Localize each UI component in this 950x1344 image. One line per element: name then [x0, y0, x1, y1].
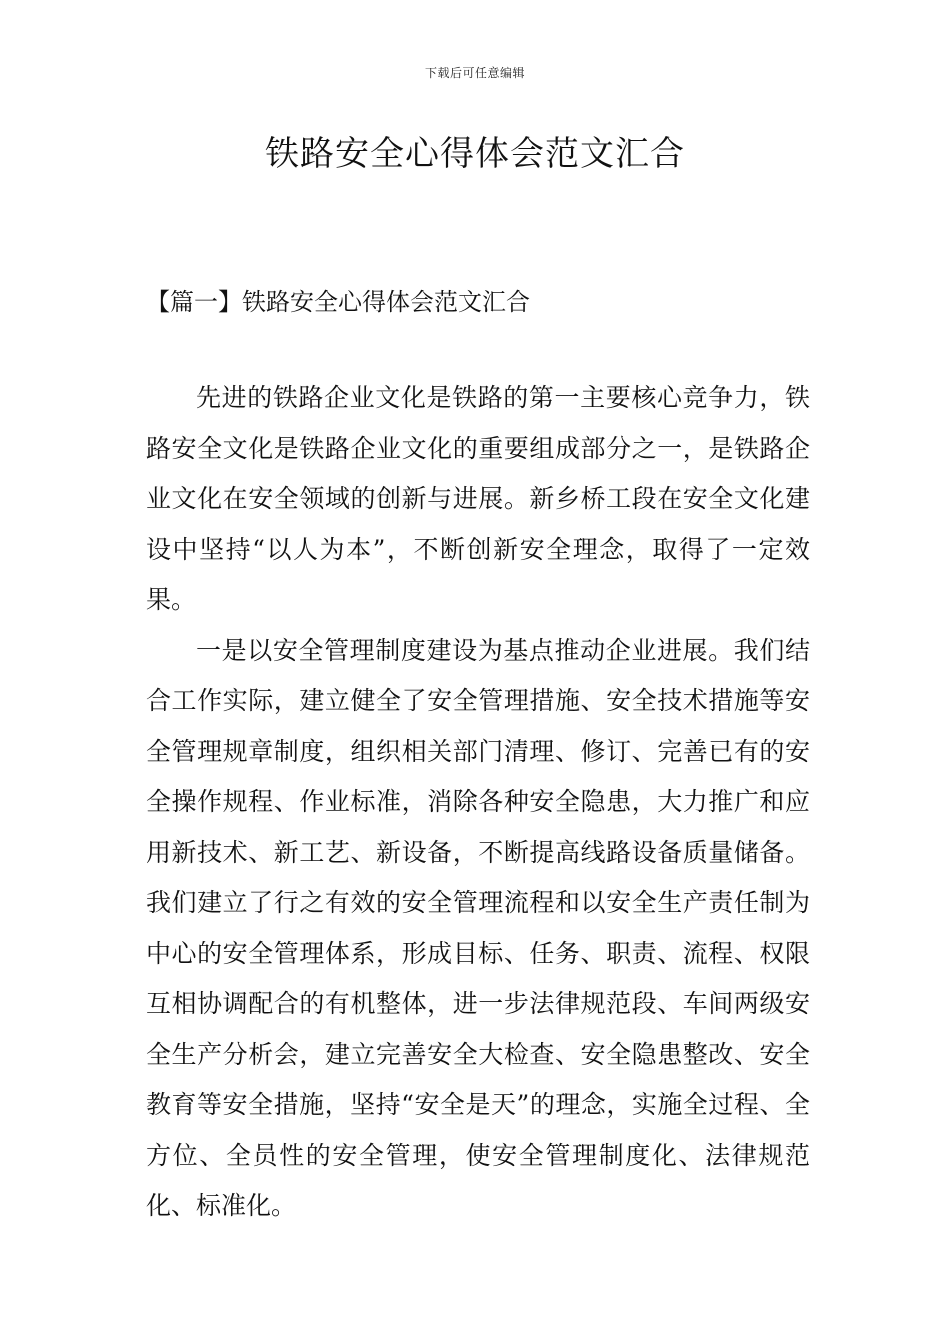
paragraph: 一是以安全管理制度建设为基点推动企业进展。我们结合工作实际，建立健全了安全管理措施、安全技术措施等安全管理规章制度，组织相关部门清理、修订、完善已有的安全操作规程、作业标准，消除各种安全隐患，大力推广和应用新技术、新工艺、新设备，不断提高线路设备质量储备。我们建立了行之有效的安全管理流程和以安全生产责任制为中心的安全管理体系，形成目标、任务、职责、流程、权限互相协调配合的有机整体，进一步法律规范段、车间两级安全生产分析会，建立完善安全大检查、安全隐患整改、安全教育等安全措施，坚持“安全是天”的理念，实施全过程、全方位、全员性的安全管理，使安全管理制度化、法律规范化、标准化。 — [146, 635, 810, 1220]
section-heading: 【篇一】铁路安全心得体会范文汇合 — [146, 288, 530, 316]
body-text — [146, 373, 810, 1232]
header-note: 下载后可任意编辑 — [424, 66, 525, 80]
paragraph: 先进的铁路企业文化是铁路的第一主要核心竞争力，铁路安全文化是铁路企业文化的重要组成部分之一，是铁路企业文化在安全领域的创新与进展。新乡桥工段在安全文化建设中坚持“以人为本”，不断创新安全理念，取得了一定效果。 — [146, 383, 810, 614]
document-title: 铁路安全心得体会范文汇合 — [265, 134, 685, 174]
